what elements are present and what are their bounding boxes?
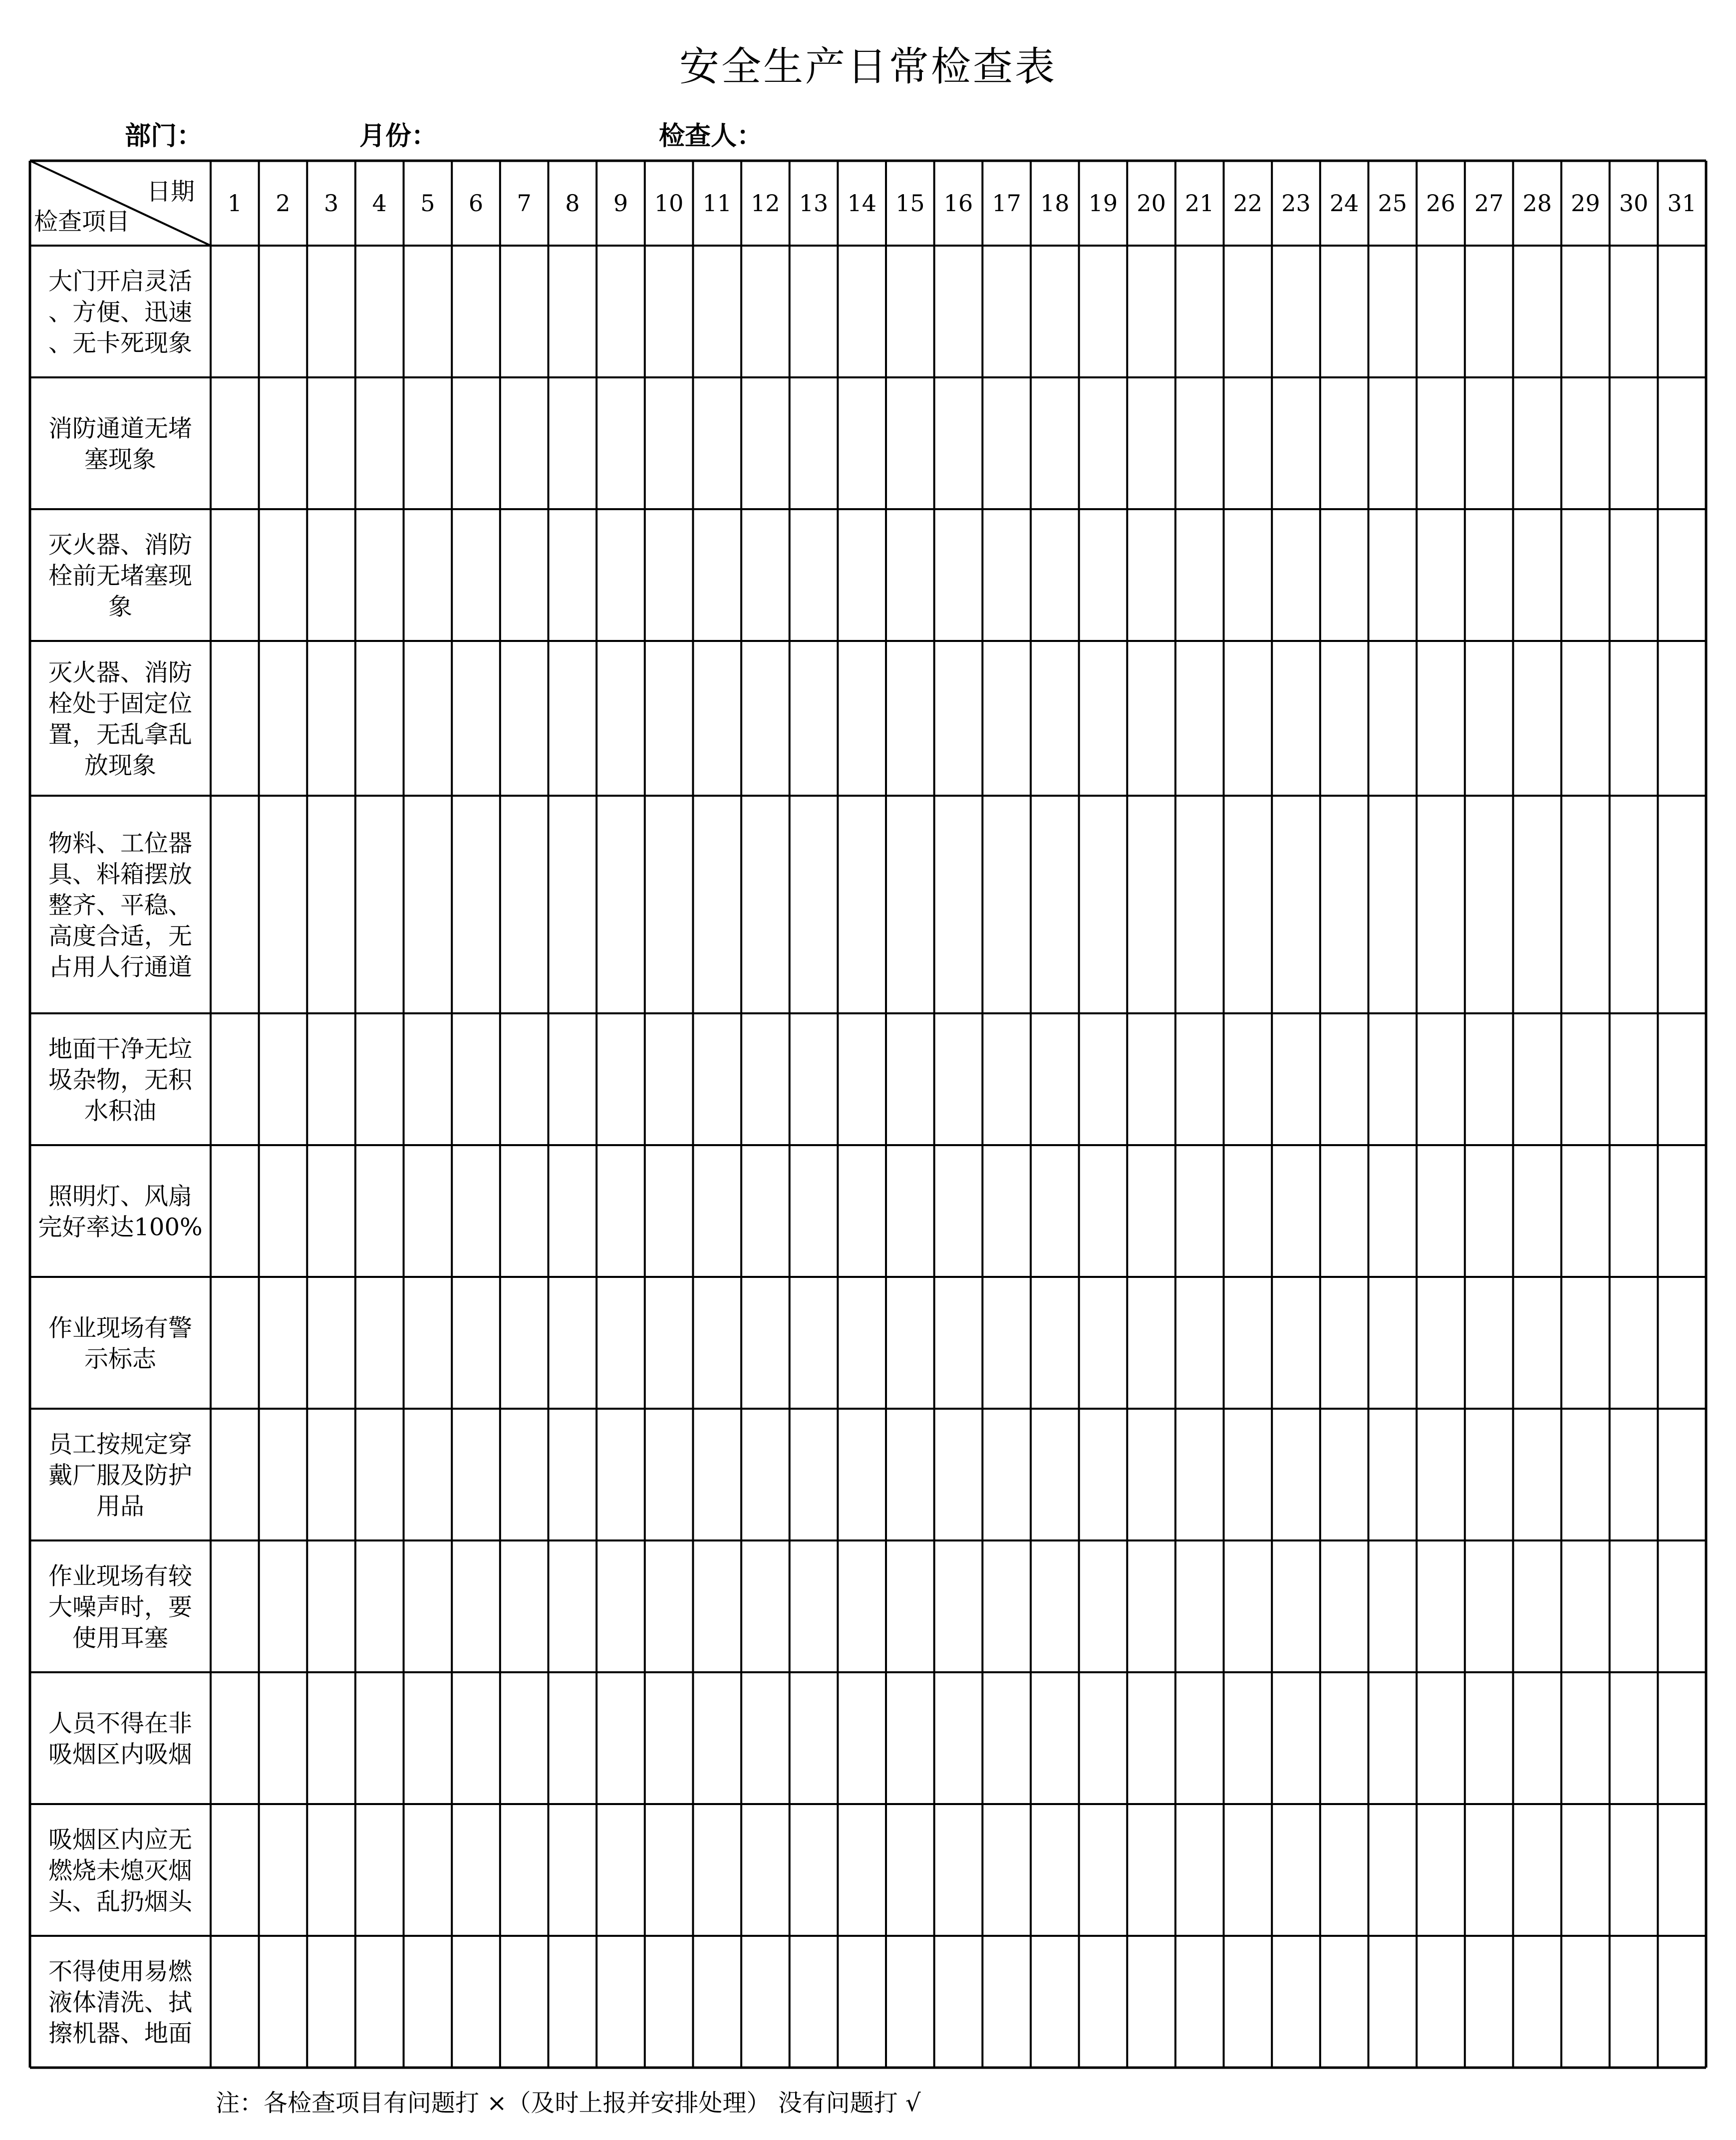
table-grid-lines xyxy=(30,161,1706,2068)
day-label: 10 xyxy=(654,190,684,217)
check-item-label xyxy=(48,531,192,620)
day-label: 22 xyxy=(1233,190,1263,217)
day-label: 20 xyxy=(1137,190,1166,217)
check-item-line: 头、乱扔烟头 xyxy=(48,1887,193,1916)
page-title: 安全生产日常检查表 xyxy=(679,43,1057,90)
check-item-label xyxy=(48,267,192,357)
check-item-line: 示标志 xyxy=(84,1345,157,1373)
day-label: 29 xyxy=(1571,190,1600,217)
check-item-line: 燃烧未熄灭烟 xyxy=(48,1856,193,1885)
check-item-line: 占用人行通道 xyxy=(48,953,193,981)
day-label: 15 xyxy=(895,190,925,217)
check-item-line: 吸烟区内吸烟 xyxy=(48,1740,193,1769)
check-item-label xyxy=(48,1035,193,1125)
check-item-label xyxy=(48,1826,193,1915)
day-label: 16 xyxy=(943,190,973,217)
inspector-label: 检查人： xyxy=(659,121,763,151)
check-item-line: 作业现场有较 xyxy=(48,1562,193,1590)
day-label: 23 xyxy=(1281,190,1311,217)
check-item-line: 放现象 xyxy=(84,751,157,780)
day-label: 12 xyxy=(751,190,780,217)
day-label: 27 xyxy=(1474,190,1504,217)
day-label: 28 xyxy=(1522,190,1552,217)
check-item-line: 人员不得在非 xyxy=(48,1709,193,1738)
day-label: 6 xyxy=(468,190,484,217)
check-item-line: 栓前无堵塞现 xyxy=(48,562,193,590)
check-item-line: 整齐、平稳、 xyxy=(48,891,193,919)
day-label: 18 xyxy=(1040,190,1070,217)
day-label: 19 xyxy=(1088,190,1118,217)
day-label: 26 xyxy=(1426,190,1455,217)
check-item-label xyxy=(48,1430,192,1520)
check-item-label xyxy=(48,829,192,981)
check-item-line: 完好率达100% xyxy=(38,1213,203,1241)
department-label: 部门： xyxy=(125,121,203,151)
corner-item-label: 检查项目 xyxy=(34,208,130,236)
check-item-line: 使用耳塞 xyxy=(72,1624,169,1652)
check-item-line: 象 xyxy=(108,593,133,621)
day-label: 9 xyxy=(613,190,628,217)
day-label: 25 xyxy=(1378,190,1408,217)
check-item-line: 吸烟区内应无 xyxy=(48,1826,193,1854)
day-label: 7 xyxy=(517,190,532,217)
check-item-label xyxy=(48,1709,192,1768)
check-item-line: 圾杂物，无积 xyxy=(48,1066,193,1094)
check-item-line: 栓处于固定位 xyxy=(48,689,193,718)
check-item-line: 高度合适，无 xyxy=(48,922,193,950)
check-item-line: 用品 xyxy=(96,1492,145,1521)
footnote: 注：各检查项目有问题打 ×（及时上报并安排处理） 没有问题打 √ xyxy=(216,2089,921,2117)
check-item-line: 照明灯、风扇 xyxy=(48,1182,193,1211)
check-item-line: 作业现场有警 xyxy=(48,1314,193,1342)
day-label: 21 xyxy=(1184,190,1214,217)
check-item-line: 液体清洗、拭 xyxy=(48,1988,193,2017)
day-header-row xyxy=(228,190,1697,217)
day-label: 30 xyxy=(1619,190,1649,217)
month-label: 月份： xyxy=(359,121,438,151)
check-item-line: 消防通道无堵 xyxy=(48,414,193,443)
check-item-line: 物料、工位器 xyxy=(48,829,193,858)
check-item-line: 、方便、迅速 xyxy=(48,298,193,326)
corner-date-label: 日期 xyxy=(146,178,195,206)
check-item-line: 员工按规定穿 xyxy=(48,1430,193,1459)
check-item-label xyxy=(38,1182,202,1241)
day-label: 14 xyxy=(847,190,876,217)
check-item-label xyxy=(48,658,192,779)
check-item-line: 擦机器、地面 xyxy=(48,2019,193,2048)
check-item-label xyxy=(48,1314,192,1373)
day-label: 17 xyxy=(992,190,1021,217)
day-label: 8 xyxy=(565,190,580,217)
check-item-label xyxy=(48,414,192,473)
check-item-line: 大噪声时，要 xyxy=(48,1593,193,1621)
check-item-line: 不得使用易燃 xyxy=(48,1957,193,1986)
item-column xyxy=(38,267,202,2047)
check-item-line: 灭火器、消防 xyxy=(48,531,193,559)
day-label: 4 xyxy=(372,190,387,217)
day-label: 1 xyxy=(227,190,242,217)
check-item-line: 塞现象 xyxy=(84,445,157,474)
day-label: 2 xyxy=(276,190,290,217)
day-label: 24 xyxy=(1329,190,1359,217)
day-label: 5 xyxy=(420,190,435,217)
check-item-line: 具、料箱摆放 xyxy=(48,860,193,889)
check-item-label xyxy=(48,1957,193,2047)
check-item-line: 、无卡死现象 xyxy=(48,329,193,357)
day-label: 3 xyxy=(323,190,339,217)
check-item-line: 水积油 xyxy=(84,1097,157,1125)
check-item-line: 地面干净无垃 xyxy=(48,1035,193,1063)
check-item-line: 置，无乱拿乱 xyxy=(48,720,193,749)
check-item-line: 大门开启灵活 xyxy=(48,267,193,296)
check-item-line: 灭火器、消防 xyxy=(48,658,193,687)
check-item-label xyxy=(48,1562,193,1652)
day-label: 31 xyxy=(1667,190,1697,217)
day-label: 11 xyxy=(702,190,732,217)
day-label: 13 xyxy=(799,190,829,217)
check-item-line: 戴厂服及防护 xyxy=(48,1461,193,1490)
